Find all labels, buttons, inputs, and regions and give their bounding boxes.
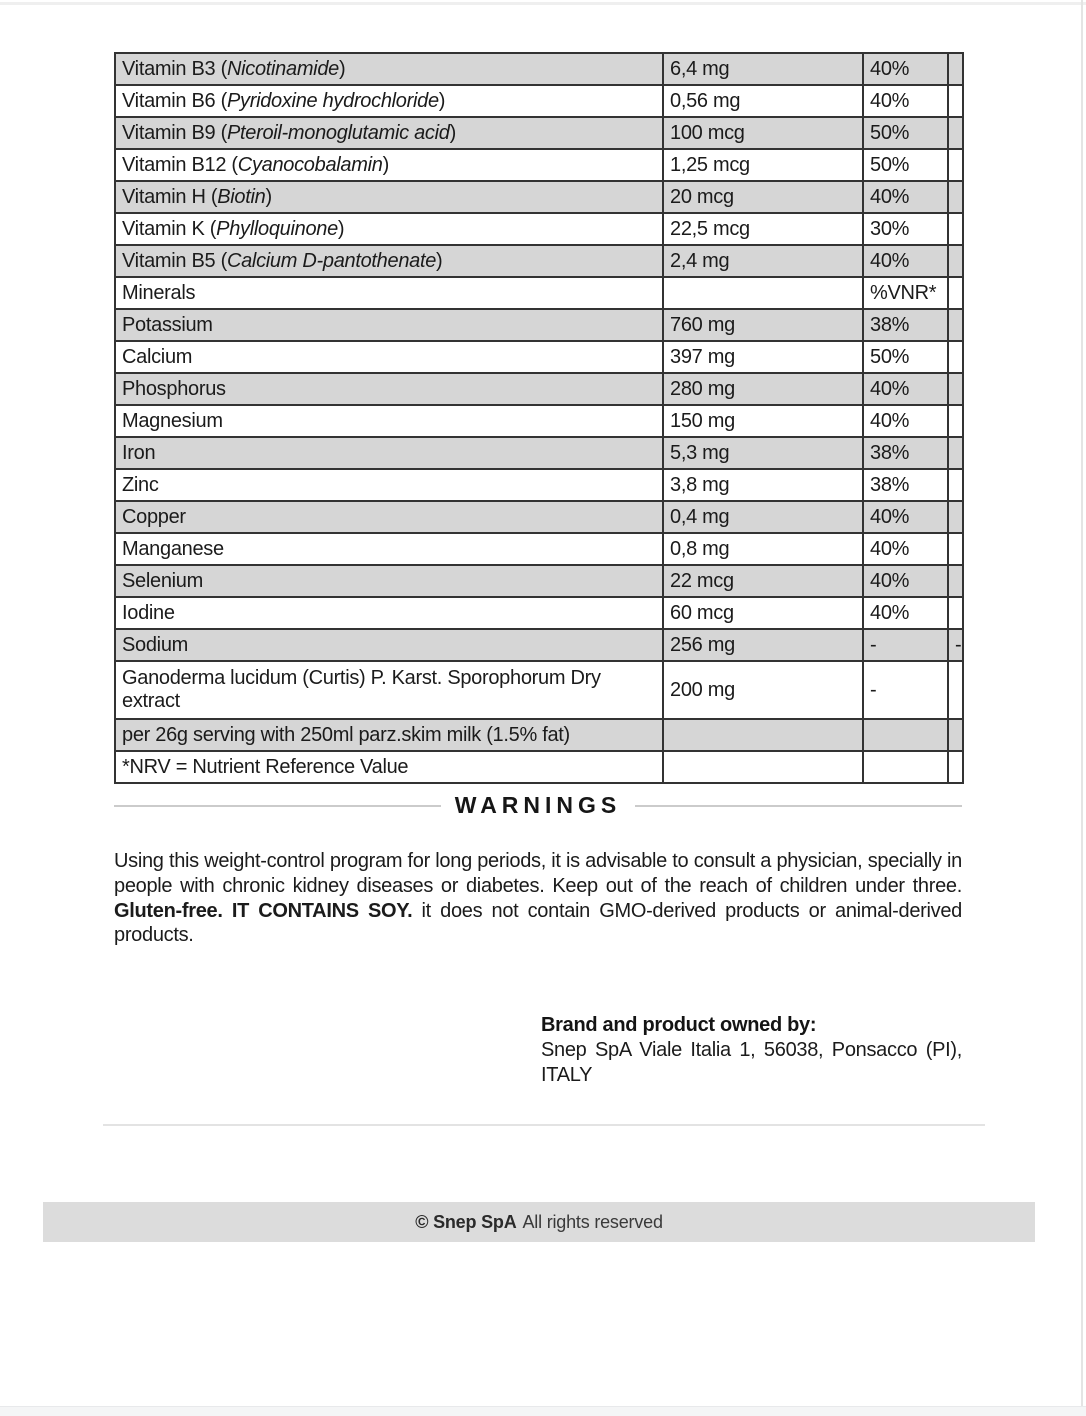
table-row [115,661,963,719]
table-row [115,405,963,437]
nutrient-label-cell: Vitamin B12 (Cyanocobalamin) [115,149,663,181]
nrv-percent-cell: - [863,629,948,661]
nutrient-label-cell: Magnesium [115,405,663,437]
amount-cell: 22,5 mcg [663,213,863,245]
table-row [115,437,963,469]
extra-cell [948,469,963,501]
nutrient-label-cell: Potassium [115,309,663,341]
nutrient-label-cell: Phosphorus [115,373,663,405]
warnings-heading [114,792,962,819]
warnings-text-emphasis: Gluten-free. IT CONTAINS SOY. [114,899,413,922]
extra-cell [948,53,963,85]
table-row [115,629,963,661]
extra-cell [948,341,963,373]
amount-cell: 256 mg [663,629,863,661]
nrv-percent-cell: 38% [863,309,948,341]
nutrient-label-cell: Sodium [115,629,663,661]
page-top-border [0,2,1086,5]
nutrient-label-cell: Zinc [115,469,663,501]
nutrition-table-body [115,53,963,783]
footer-copyright-bar [43,1202,1035,1242]
nrv-percent-cell: 50% [863,117,948,149]
nutrient-label-cell: *NRV = Nutrient Reference Value [115,751,663,783]
nutrient-label-cell: Minerals [115,277,663,309]
table-row [115,277,963,309]
nrv-percent-cell [863,751,948,783]
heading-rule-right [635,805,962,807]
brand-address: Snep SpA Viale Italia 1, 56038, Ponsacco (PI), ITALY [541,1039,962,1086]
page-right-border [1081,0,1083,1415]
extra-cell [948,277,963,309]
nrv-percent-cell: 40% [863,405,948,437]
nrv-percent-cell: 40% [863,85,948,117]
table-row [115,181,963,213]
extra-cell [948,751,963,783]
nutrient-label-cell: Vitamin B3 (Nicotinamide) [115,53,663,85]
nutrient-label-cell: Vitamin K (Phylloquinone) [115,213,663,245]
footer-rights-text: All rights reserved [522,1211,663,1232]
nutrient-label-cell: Selenium [115,565,663,597]
table-row [115,501,963,533]
nrv-percent-cell: 40% [863,597,948,629]
nutrient-label-cell: Ganoderma lucidum (Curtis) P. Karst. Sporophorum Dry extract [115,661,663,719]
table-row [115,597,963,629]
extra-cell [948,437,963,469]
footer-brand: © Snep SpA [415,1211,517,1232]
amount-cell [663,277,863,309]
heading-rule-left [114,805,441,807]
nutrition-facts-table [114,52,964,784]
table-row [115,719,963,751]
extra-cell [948,661,963,719]
amount-cell: 1,25 mcg [663,149,863,181]
extra-cell [948,501,963,533]
nutrient-label-cell: Copper [115,501,663,533]
extra-cell [948,245,963,277]
amount-cell: 20 mcg [663,181,863,213]
nrv-percent-cell: 40% [863,533,948,565]
extra-cell [948,213,963,245]
nrv-percent-cell: 40% [863,373,948,405]
table-row [115,751,963,783]
extra-cell [948,181,963,213]
nrv-percent-cell: 40% [863,181,948,213]
nrv-percent-cell: 30% [863,213,948,245]
amount-cell: 2,4 mg [663,245,863,277]
nrv-percent-cell: 40% [863,53,948,85]
brand-heading: Brand and product owned by: [541,1014,817,1036]
extra-cell [948,373,963,405]
extra-cell [948,533,963,565]
nrv-percent-cell: 40% [863,501,948,533]
nutrient-label-cell: Vitamin B5 (Calcium D-pantothenate) [115,245,663,277]
nutrient-label-cell: Vitamin B6 (Pyridoxine hydrochloride) [115,85,663,117]
table-row [115,469,963,501]
warnings-text-trail: it does not contain GMO-derived products or animal-derived products. [114,899,962,947]
amount-cell: 6,4 mg [663,53,863,85]
amount-cell: 100 mcg [663,117,863,149]
amount-cell [663,719,863,751]
table-row [115,373,963,405]
table-row [115,117,963,149]
table-row [115,149,963,181]
nrv-percent-cell: 50% [863,341,948,373]
nrv-percent-cell: 40% [863,565,948,597]
table-row [115,309,963,341]
warnings-title: WARNINGS [454,792,622,818]
amount-cell: 5,3 mg [663,437,863,469]
extra-cell [948,565,963,597]
extra-cell [948,309,963,341]
nrv-percent-cell [863,719,948,751]
table-row [115,85,963,117]
warnings-paragraph [114,849,962,948]
amount-cell: 397 mg [663,341,863,373]
extra-cell [948,597,963,629]
extra-cell [948,85,963,117]
amount-cell: 200 mg [663,661,863,719]
nrv-percent-cell: 50% [863,149,948,181]
table-row [115,53,963,85]
brand-block [541,1013,962,1088]
table-row [115,533,963,565]
nutrient-label-cell: Calcium [115,341,663,373]
table-row [115,245,963,277]
table-row [115,341,963,373]
extra-cell [948,719,963,751]
nutrient-label-cell: Vitamin H (Biotin) [115,181,663,213]
section-divider [103,1124,985,1126]
warnings-text-lead: Using this weight-control program for long periods, it is advisable to consult a physician, specially in people with chronic kidney diseases or diabetes. Keep out of the reach of children under three. [114,850,962,897]
extra-cell [948,117,963,149]
nrv-percent-cell: 40% [863,245,948,277]
amount-cell: 150 mg [663,405,863,437]
nutrient-label-cell: Iodine [115,597,663,629]
amount-cell: 3,8 mg [663,469,863,501]
nrv-percent-cell: %VNR* [863,277,948,309]
amount-cell: 0,4 mg [663,501,863,533]
nrv-percent-cell: 38% [863,469,948,501]
extra-cell [948,405,963,437]
amount-cell: 760 mg [663,309,863,341]
nrv-percent-cell: - [863,661,948,719]
nrv-percent-cell: 38% [863,437,948,469]
amount-cell: 0,8 mg [663,533,863,565]
amount-cell: 280 mg [663,373,863,405]
amount-cell: 22 mcg [663,565,863,597]
extra-cell: - [948,629,963,661]
amount-cell: 0,56 mg [663,85,863,117]
nutrient-label-cell: Vitamin B9 (Pteroil-monoglutamic acid) [115,117,663,149]
nutrient-label-cell: Iron [115,437,663,469]
nutrient-label-cell: per 26g serving with 250ml parz.skim milk (1.5% fat) [115,719,663,751]
amount-cell: 60 mcg [663,597,863,629]
table-row [115,565,963,597]
table-row [115,213,963,245]
amount-cell [663,751,863,783]
nutrient-label-cell: Manganese [115,533,663,565]
extra-cell [948,149,963,181]
